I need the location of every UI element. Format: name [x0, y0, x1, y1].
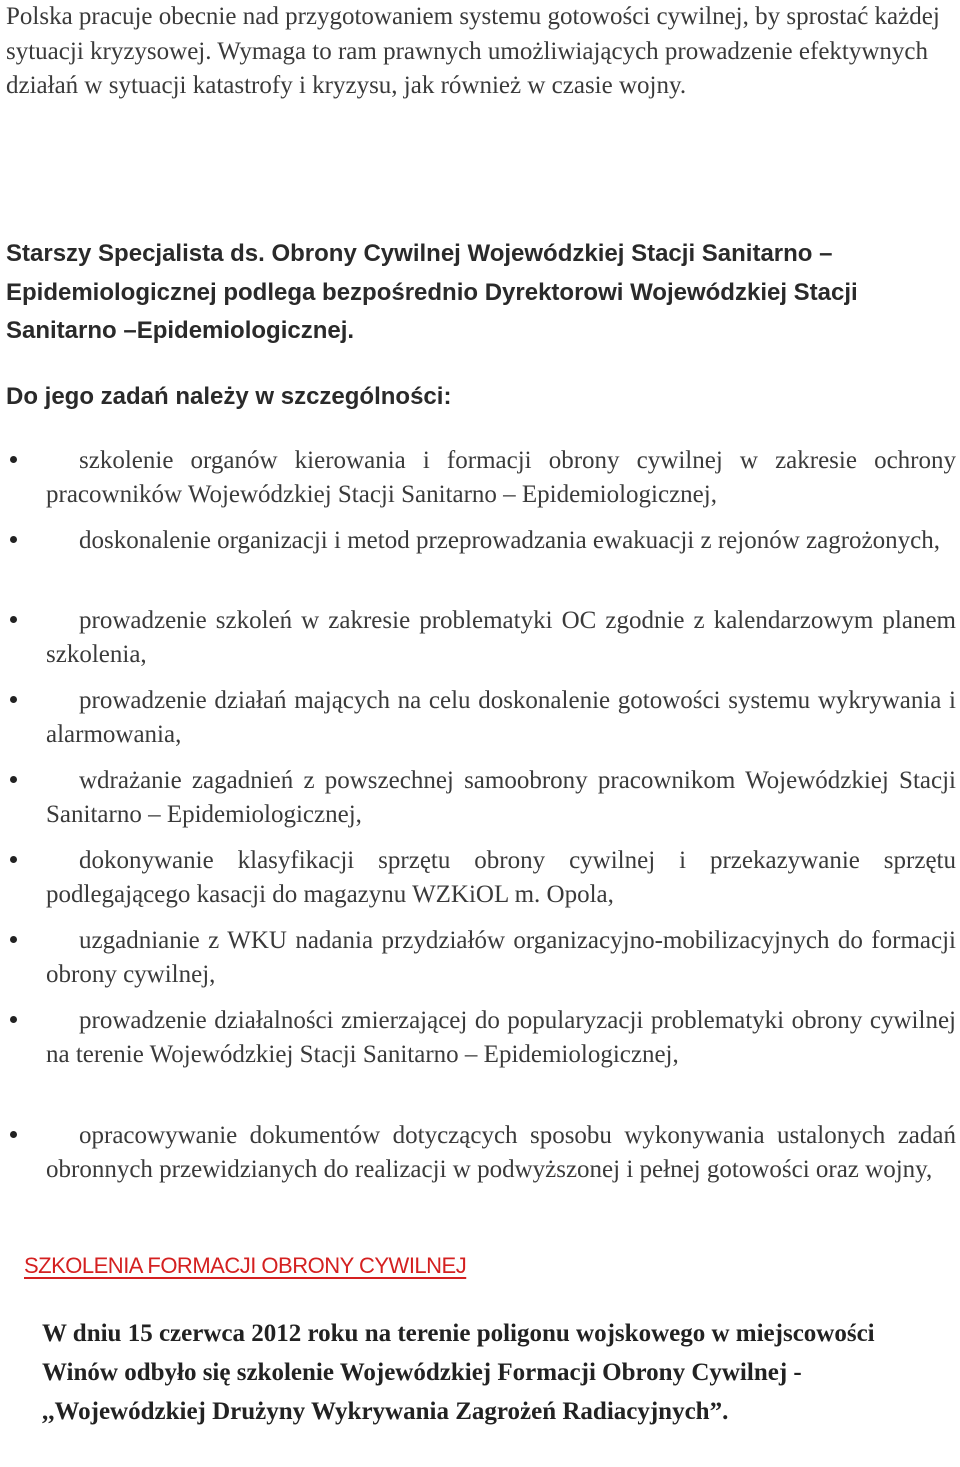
- task-text: szkolenie organów kierowania i formacji obrony cywilnej w zakresie ochrony pracowników Wojewódzkiej Stacji Sanitarno – Epidemiologicznej,: [46, 447, 956, 508]
- bullet-icon: [10, 776, 17, 783]
- bullet-icon: [10, 936, 17, 943]
- task-text: opracowywanie dokumentów dotyczących sposobu wykonywania ustalonych zadań obronnych przewidzianych do realizacji w podwyższonej i pełnej gotowości oraz wojny,: [46, 1122, 956, 1183]
- closing-paragraph: W dniu 15 czerwca 2012 roku na terenie poligonu wojskowego w miejscowości Winów odbyło się szkolenie Wojewódzkiej Formacji Obrony Cywilnej - ,,Wojewódzkiej Drużyny Wykrywania Zagrożeń Radiacyjnych”.: [42, 1320, 875, 1425]
- bullet-icon: [10, 1016, 17, 1023]
- bullet-icon: [10, 616, 17, 623]
- bullet-icon: [10, 536, 17, 543]
- task-text: dokonywanie klasyfikacji sprzętu obrony cywilnej i przekazywanie sprzętu podlegającego kasacji do magazynu WZKiOL m. Opola,: [46, 847, 956, 908]
- bullet-icon: [10, 696, 17, 703]
- bullet-icon: [10, 856, 17, 863]
- subordination-statement: Starszy Specjalista ds. Obrony Cywilnej Wojewódzkiej Stacji Sanitarno – Epidemiologicznej podlega bezpośrednio Dyrektorowi Wojewódzkiej Stacji Sanitarno –Epidemiologicznej.: [6, 240, 858, 344]
- intro-paragraph: Polska pracuje obecnie nad przygotowaniem systemu gotowości cywilnej, by sprostać każdej sytuacji kryzysowej. Wymaga to ram prawnych umożliwiających prowadzenie efektywnych działań w sytuacji katastrofy i kryzysu, jak również w czasie wojny.: [6, 3, 940, 99]
- tasks-heading: Do jego zadań należy w szczególności:: [6, 383, 452, 410]
- bullet-icon: [10, 456, 17, 463]
- bullet-icon: [10, 1131, 17, 1138]
- task-text: uzgadnianie z WKU nadania przydziałów organizacyjno-mobilizacyjnych do formacji obrony cywilnej,: [46, 927, 956, 988]
- task-text: doskonalenie organizacji i metod przeprowadzania ewakuacji z rejonów zagrożonych,: [79, 527, 940, 554]
- task-text: prowadzenie działań mających na celu doskonalenie gotowości systemu wykrywania i alarmowania,: [46, 687, 956, 748]
- task-text: prowadzenie działalności zmierzającej do popularyzacji problematyki obrony cywilnej na terenie Wojewódzkiej Stacji Sanitarno – Epidemiologicznej,: [46, 1007, 956, 1068]
- section-title: SZKOLENIA FORMACJI OBRONY CYWILNEJ: [24, 1253, 467, 1278]
- task-text: prowadzenie szkoleń w zakresie problematyki OC zgodnie z kalendarzowym planem szkolenia,: [46, 607, 956, 668]
- task-text: wdrażanie zagadnień z powszechnej samoobrony pracownikom Wojewódzkiej Stacji Sanitarno – Epidemiologicznej,: [46, 767, 956, 828]
